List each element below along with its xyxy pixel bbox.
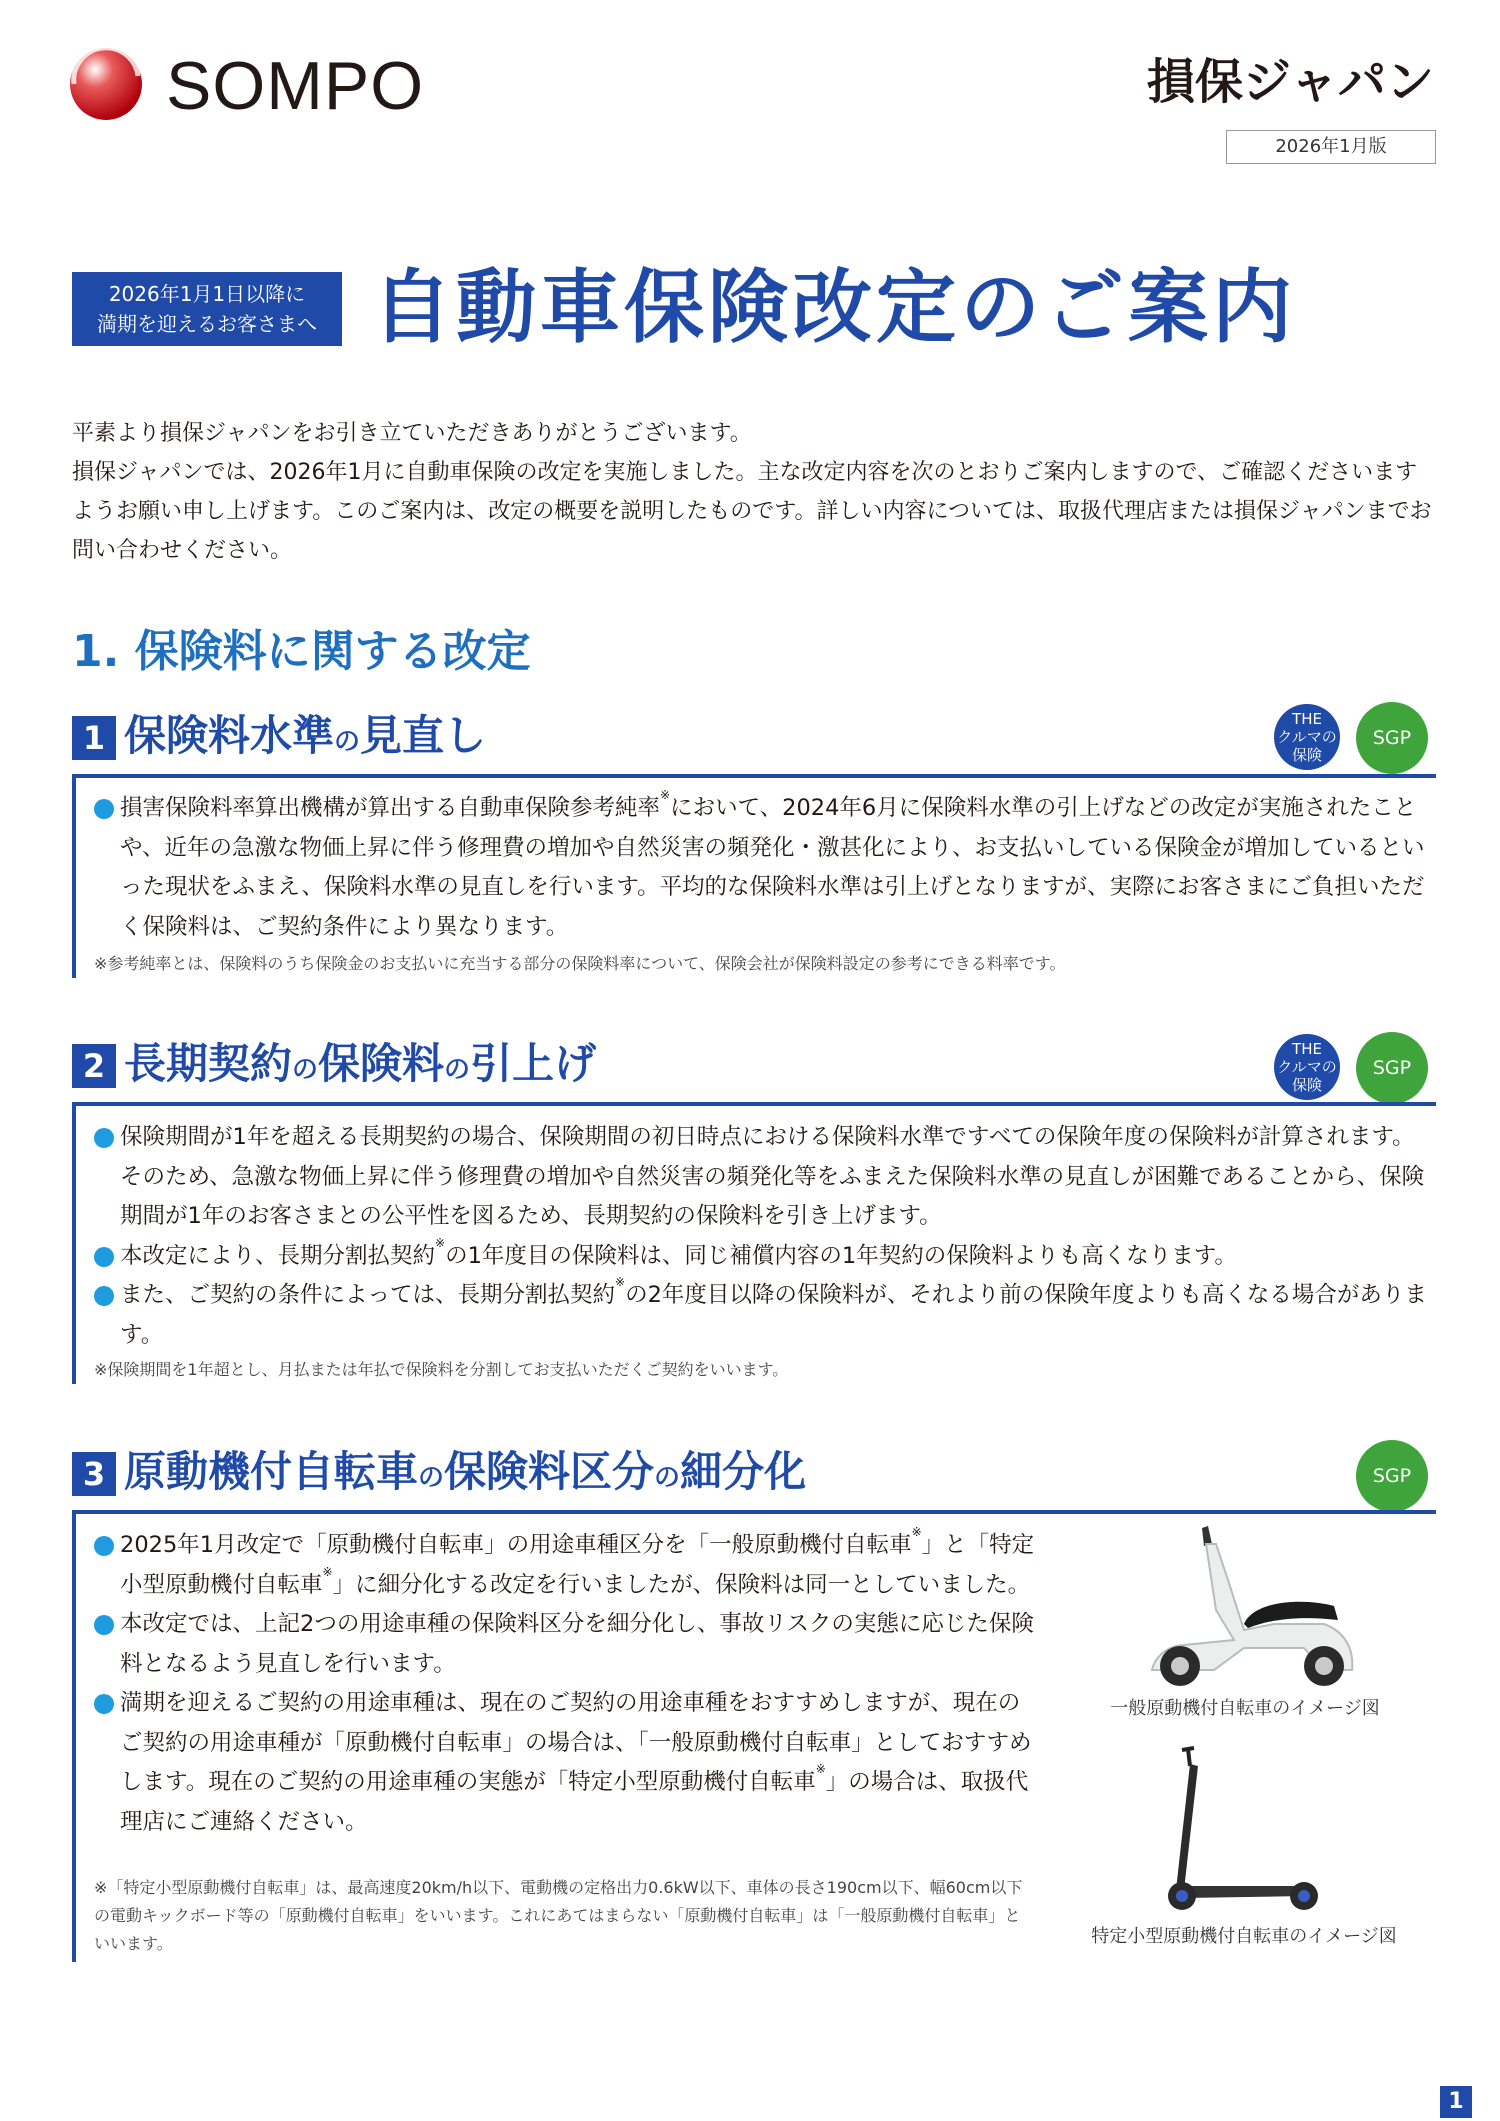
subsection-number: 1 [72,716,116,760]
bullet-icon [94,1694,114,1714]
edition-label: 2026年1月版 [1226,130,1436,164]
brand-name: 損保ジャパン [1146,54,1434,110]
subsection-title: 原動機付自転車の保険料区分の細分化 [124,1447,807,1496]
bullet-icon [94,1286,114,1306]
bullet-list [94,789,1436,947]
list-item: 2025年1月改定で「原動機付自転車」の用途車種区分を「一般原動機付自転車※」と「特定小型原動機付自転車※」に細分化する改定を行いましたが、保険料は同一としていました。 [94,1526,1036,1605]
list-item: 損害保険料率算出機構が算出する自動車保険参考純率※において、2024年6月に保険料水準の引上げなどの改定が実施されたことや、近年の急激な物価上昇に伴う修理費の増加や自然災害の頻発化・激甚化により、お支払いしている保険金が増加しているといった現状をふまえ、保険料水準の見直しを行います。平均的な保険料水準は引上げとなりますが、実際にお客さまにご負担いただく保険料は、ご契約条件により異なります。 [94,789,1436,947]
subsection-number: 2 [72,1044,116,1088]
page-number: 1 [1440,2086,1472,2118]
footnote: ※「特定小型原動機付自転車」は、最高速度20km/h以下、電動機の定格出力0.6kW以下、車体の長さ190cm以下、幅60cm以下の電動キックボード等の「原動機付自転車」をいいます。これにあてはまらない「原動機付自転車」は「一般原動機付自転車」といいます。 [94,1878,1023,1953]
sgp-badge: SGP [1356,702,1428,774]
intro-text [72,414,1432,570]
divider [72,1510,1436,1514]
list-item: 本改定により、長期分割払契約※の1年度目の保険料は、同じ補償内容の1年契約の保険料よりも高くなります。 [94,1237,1436,1277]
subsection-title: 保険料水準の見直し [124,711,487,760]
bullet-list [94,1526,1036,1842]
intro-line1: 平素より損保ジャパンをお引き立ていただきありがとうございます。 [72,421,752,446]
list-item: 満期を迎えるご契約の用途車種は、現在のご契約の用途車種をおすすめしますが、現在のご契約の用途車種が「原動機付自転車」の場合は、「一般原動機付自転車」としておすすめします。現在のご契約の用途車種の実態が「特定小型原動機付自転車※」の場合は、取扱代理店にご連絡ください。 [94,1684,1036,1842]
sgp-badge: SGP [1356,1032,1428,1104]
bullet-icon [94,1247,114,1267]
intro-line2: 損保ジャパンでは、2026年1月に自動車保険の改定を実施しました。主な改定内容を次のとおりご案内しますので、ご確認くださいますようお願い申し上げます。このご案内は、改定の概要を説明したものです。詳しい内容については、取扱代理店または損保ジャパンまでお問い合わせください。 [72,460,1432,563]
scooter-illustration [1124,1520,1364,1690]
subsection-number: 3 [72,1452,116,1496]
sgp-badge: SGP [1356,1440,1428,1512]
section-title: 1. 保険料に関する改定 [72,626,531,677]
left-rule [72,1514,76,1962]
bullet-list [94,1118,1436,1355]
target-badge-line1: 2026年1月1日以降に [108,282,306,306]
left-rule [72,778,76,978]
bullet-icon [94,1615,114,1635]
list-item: また、ご契約の条件によっては、長期分割払契約※の2年度目以降の保険料が、それより前の保険年度よりも高くなる場合があります。 [94,1276,1436,1355]
footnote: ※保険期間を1年超とし、月払または年払で保険料を分割してお支払いただくご契約をいいます。 [94,1360,789,1379]
left-rule [72,1106,76,1384]
list-item: 保険期間が1年を超える長期契約の場合、保険期間の初日時点における保険料水準ですべての保険年度の保険料が計算されます。そのため、急激な物価上昇に伴う修理費の増加や自然災害の頻発化等をふまえた保険料水準の見直しが困難であることから、保険期間が1年のお客さまとの公平性を図るため、長期契約の保険料を引き上げます。 [94,1118,1436,1237]
image-caption: 一般原動機付自転車のイメージ図 [1110,1698,1380,1719]
page-title: 自動車保険改定のご案内 [372,261,1296,354]
footnote: ※参考純率とは、保険料のうち保険金のお支払いに充当する部分の保険料率について、保険会社が保険料設定の参考にできる料率です。 [94,954,1066,973]
target-badge-line2: 満期を迎えるお客さまへ [97,312,317,336]
image-caption: 特定小型原動機付自転車のイメージ図 [1091,1926,1397,1947]
bullet-icon [94,1128,114,1148]
list-item: 本改定では、上記2つの用途車種の保険料区分を細分化し、事故リスクの実態に応じた保険料となるよう見直しを行います。 [94,1605,1036,1684]
divider [72,1102,1436,1106]
the-kuruma-badge: THE クルマの 保険 [1274,704,1340,770]
bullet-icon [94,1536,114,1556]
kickboard-illustration [1154,1740,1334,1920]
divider [72,774,1436,778]
the-kuruma-badge: THE クルマの 保険 [1274,1034,1340,1100]
subsection-title: 長期契約の保険料の引上げ [124,1039,597,1088]
bullet-icon [94,799,114,819]
sompo-logo-icon [68,46,144,122]
target-badge [72,272,342,346]
logo-text: SOMPO [166,48,425,124]
